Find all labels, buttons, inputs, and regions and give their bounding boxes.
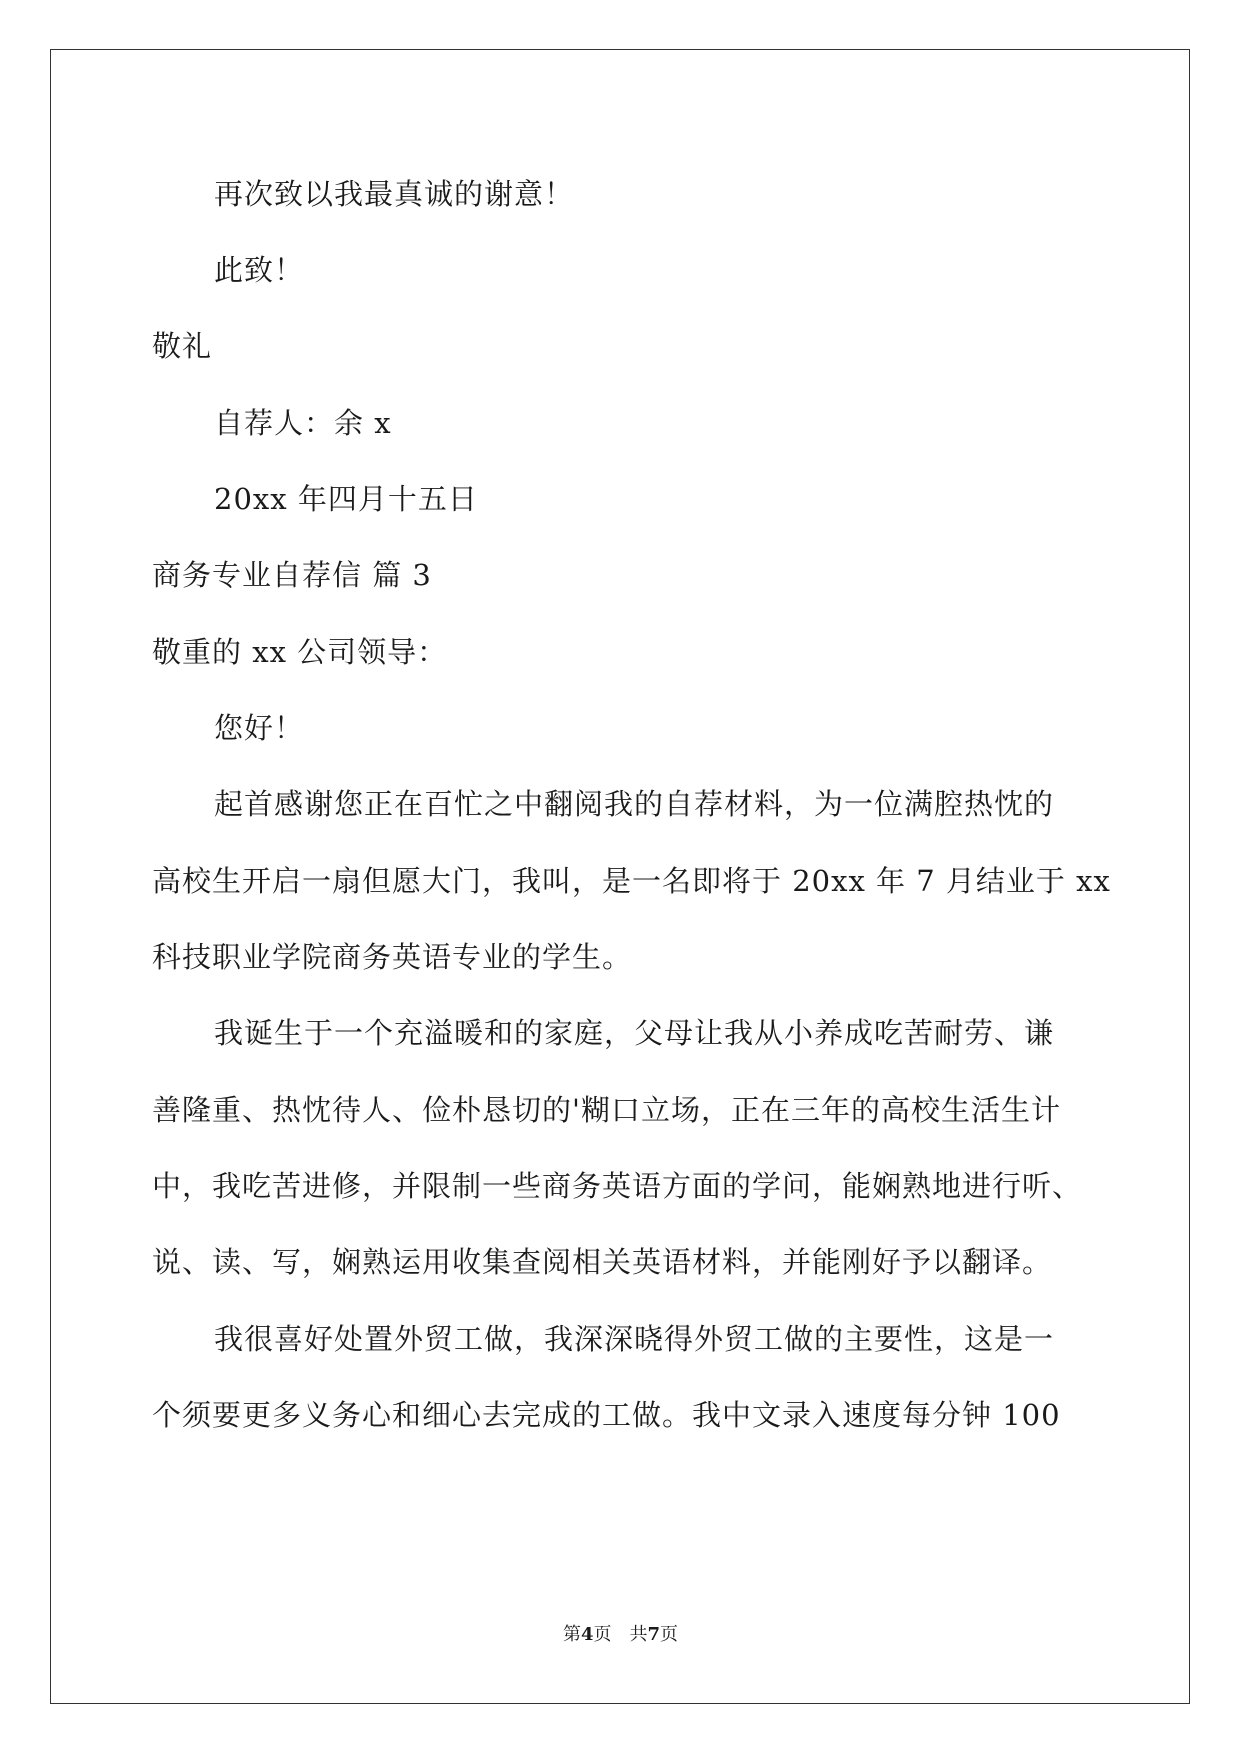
closing-thanks: 再次致以我最真诚的谢意！ (214, 177, 575, 211)
paragraph-line: 说、读、写，娴熟运用收集查阅相关英语材料，并能刚好予以翻译。 (152, 1245, 1053, 1279)
paragraph-line: 高校生开启一扇但愿大门，我叫，是一名即将于 20xx 年 7 月结业于 xx (152, 864, 1111, 898)
footer-suffix: 页 (660, 1624, 679, 1645)
signature-name: 自荐人：余 x (214, 406, 392, 440)
paragraph-line: 中，我吃苦进修，并限制一些商务英语方面的学问，能娴熟地进行听、 (152, 1169, 1083, 1203)
paragraph-line: 善隆重、热忱待人、俭朴恳切的'糊口立场，正在三年的高校生活生计 (152, 1093, 1061, 1127)
paragraph-line: 我很喜好处置外贸工做，我深深晓得外贸工做的主要性，这是一 (214, 1322, 1055, 1356)
signature-date: 20xx 年四月十五日 (214, 482, 478, 516)
page-footer (0, 1622, 1241, 1648)
paragraph-line: 个须要更多义务心和细心去完成的工做。我中文录入速度每分钟 100 (152, 1398, 1061, 1432)
paragraph-line: 我诞生于一个充溢暖和的家庭，父母让我从小养成吃苦耐劳、谦 (214, 1016, 1055, 1050)
footer-middle: 页 共 (593, 1624, 648, 1645)
letter-greeting: 您好！ (214, 711, 305, 745)
section-heading: 商务专业自荐信 篇 3 (152, 558, 432, 592)
footer-current-page: 4 (580, 1624, 594, 1645)
footer-total-pages: 7 (647, 1624, 661, 1645)
paragraph-line: 起首感谢您正在百忙之中翻阅我的自荐材料，为一位满腔热忱的 (214, 787, 1055, 821)
footer-prefix: 第 (562, 1624, 581, 1645)
closing-salutation: 此致！ (214, 253, 305, 287)
closing-regards: 敬礼 (152, 329, 213, 363)
letter-addressee: 敬重的 xx 公司领导： (152, 635, 448, 669)
paragraph-line: 科技职业学院商务英语专业的学生。 (152, 940, 633, 974)
